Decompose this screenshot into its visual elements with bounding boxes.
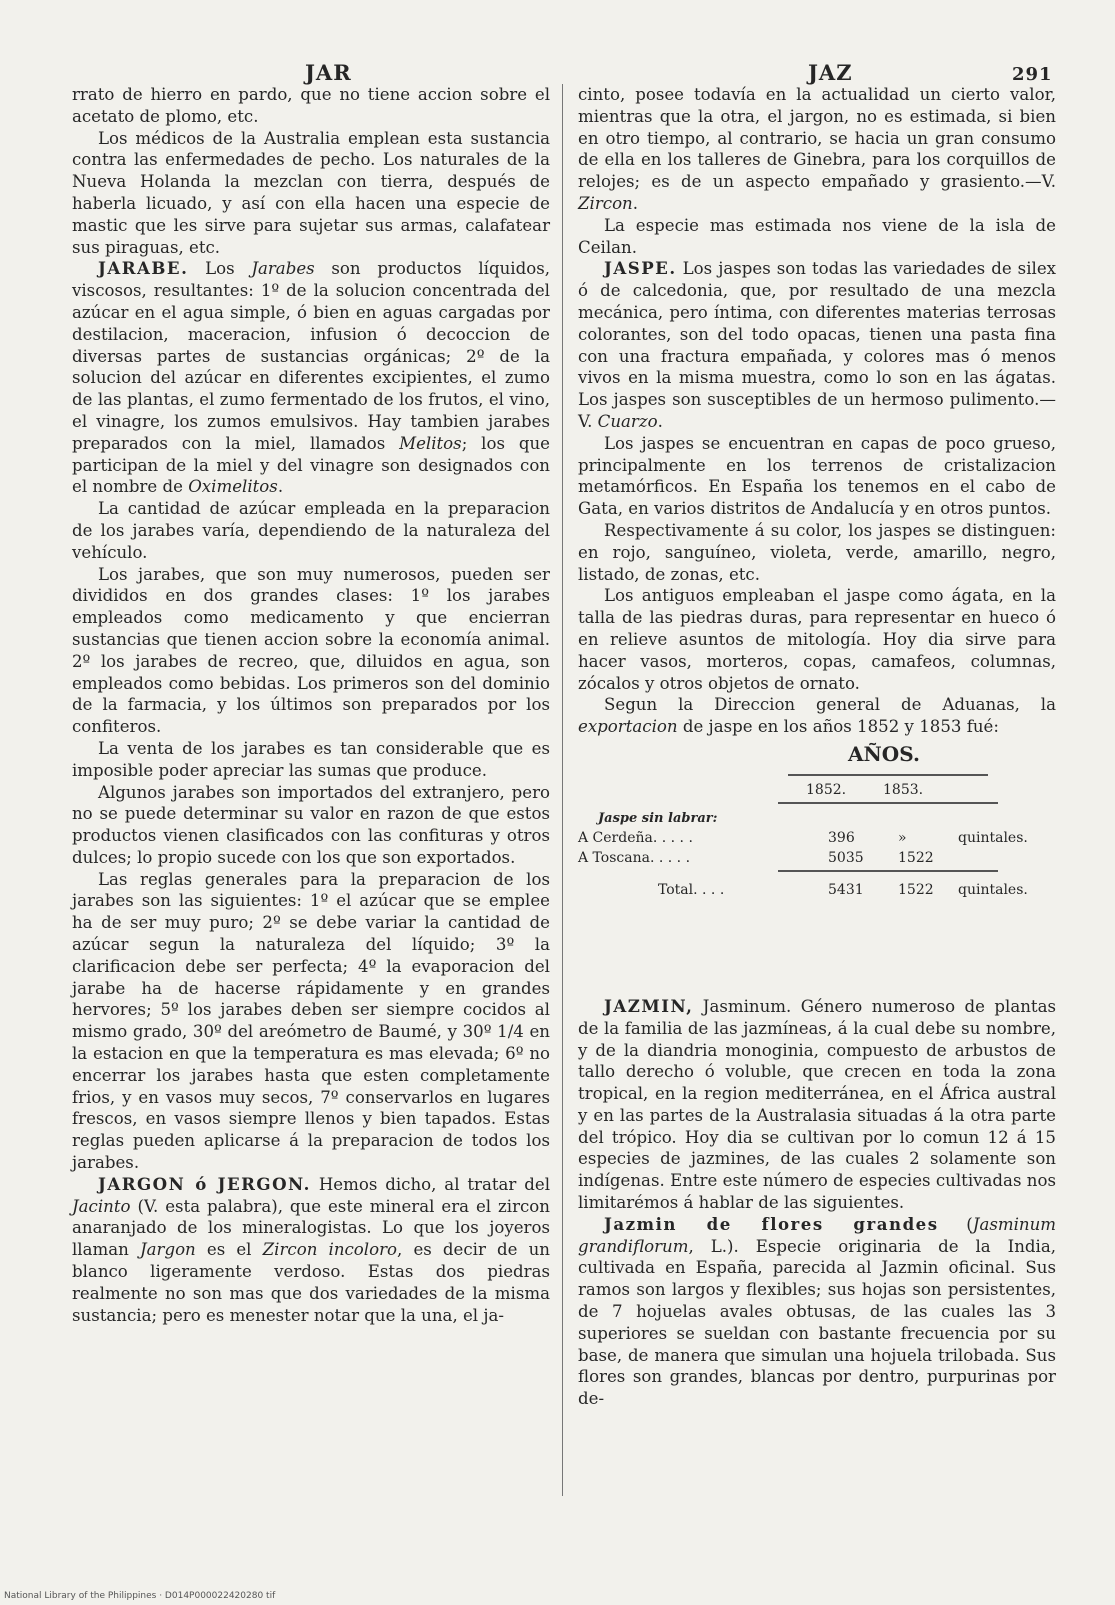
page-number: 291 [1012,64,1053,85]
table-rule [788,774,988,776]
paragraph: Segun la Direccion general de Aduanas, la exportacion de jaspe en los años 1852 y 1853 fué: [578,695,1056,737]
entry-jazmin-flores-grandes: Jazmin de flores grandes (Jasminum grandiflorum, L.). Especie originaria de la India, cultivada en España, parecida al Jazmin oficinal. Sus ramos son largos y flexibles; sus hojas son persistentes, de 7 hojuelas avales obtusas, de las cuales las 3 superiores se sueldan con bastante frecuencia por su base, de manera que simulan una hojuela trilobada. Sus flores son grandes, blancas por dentro, purpurinas por de- [578,1213,1057,1409]
column-divider [562,84,563,1496]
headword: JARABE. [98,258,189,279]
table-rule [778,802,998,804]
running-head-right: JAZ [808,60,853,85]
entry-jaspe: JASPE. Los jaspes son todas las variedades de silex ó de calcedonia, que, por resultado de una mezcla mecánica, pero íntima, con diferentes materias terrosas colorantes, son del todo opacas, tienen una pasta fina con una fractura empañada, y colores mas ó menos vivos en la misma muestra, como lo son en las ágatas. Los jaspes son susceptibles de un hermoso pulimento.—V. Cuarzo. [578,258,1056,431]
entry-jarabe: JARABE. Los Jarabes son productos líquidos, viscosos, resultantes: 1º de la solucion concentrada del azúcar en el agua simple, ó bien en aguas cargadas por destilacion, maceracion, infusion ó decoccion de diversas partes de sustancias orgánicas; 2º de la solucion del azúcar en diferentes excipientes, el zumo de las plantas, el zumo fermentado de los frutos, el vino, el vinagre, los zumos emulsivos. Hay tambien jarabes preparados con la miel, llamados Melitos; los que participan de la miel y del vinagre son designados con el nombre de Oximelitos. [72,258,550,497]
headword: JAZMIN, [604,995,694,1016]
paragraph: Las reglas generales para la preparacion de los jarabes son las siguientes: 1º el azúcar que se emplee ha de ser muy puro; 2º se debe variar la cantidad de azúcar segun la naturaleza del líquido; 3º la clarificacion debe ser perfecta; 4º la evaporacion del jarabe ha de hacerse rápidamente y en grandes hervores; 5º los jarabes deben ser siempre cocidos al mismo grado, 30º del areómetro de Baumé, y 30º 1/4 en la estacion en que la temperatura es mas elevada; 6º no encerrar los jarabes hasta que esten completamente frios, y en vasos muy secos, 7º conservarlos en lugares frescos, en vasos siempre llenos y bien tapados. Estas reglas pueden aplicarse á la preparacion de todos los jarabes. [72,869,550,1173]
paragraph: La especie mas estimada nos viene de la isla de Ceilan. [578,215,1056,257]
table-rule [778,870,998,872]
export-table: AÑOS. 1852. 1853. Jaspe sin labrar: A Cerdeña. . . . . 396 » quintales. A Toscana. . . . . 5035 1522 Total. . . . 5431 1522 quintales. [578,741,1028,898]
paragraph: Los jaspes se encuentran en capas de poco grueso, principalmente en los terrenos de cristalizacion metamórficos. En España los tenemos en el cabo de Gata, en varios distritos de Andalucía y en otros puntos. [578,433,1056,519]
headword: Jazmin de flores grandes [604,1213,939,1234]
table-section-label: Jaspe sin labrar: [598,810,718,826]
running-head-left: JAR [305,60,352,85]
paragraph: rrato de hierro en pardo, que no tiene accion sobre el acetato de plomo, etc. [72,85,550,126]
headword: JARGON ó JERGON. [98,1173,311,1194]
paragraph: Algunos jarabes son importados del extranjero, pero no se puede determinar su valor en razon de que estos productos vienen clasificados con las confituras y otros dulces; lo propio sucede con los que son exportados. [72,782,550,867]
table-year: 1852. [806,781,847,798]
paragraph: Los médicos de la Australia emplean esta sustancia contra las enfermedades de pecho. Los naturales de la Nueva Holanda la mezclan con tierra, después de haberla licuado, y así con ella hacen una especie de mastic que les sirve para sujetar sus armas, calafatear sus piraguas, etc. [72,128,550,257]
headword: JASPE. [604,258,677,279]
paragraph: Los jarabes, que son muy numerosos, pueden ser divididos en dos grandes clases: 1º los jarabes empleados como medicamento y que encierran sustancias que tienen accion sobre la economía animal. 2º los jarabes de recreo, que, diluidos en agua, son empleados como bebidas. Los primeros son del dominio de la farmacia, y los últimos son preparados por los confiteros. [72,564,550,737]
paragraph: Respectivamente á su color, los jaspes se distinguen: en rojo, sanguíneo, violeta, verde, amarillo, negro, listado, de zonas, etc. [578,520,1056,584]
entry-jazmin: JAZMIN, Jasminum. Género numeroso de plantas de la familia de las jazmíneas, á la cual debe su nombre, y de la diandria monoginia, compuesto de arbustos de tallo derecho ó voluble, que crecen en toda la zona tropical, en la region mediterránea, en el África austral y en las partes de la Australasia situadas á la otra parte del trópico. Hoy dia se cultivan por lo comun 12 á 15 especies de jazmines, de las cuales 2 solamente son indígenas. Entre este número de especies cultivadas nos limitarémos á hablar de las siguientes. [578,995,1056,1213]
left-column [72,84,550,1326]
paragraph: La cantidad de azúcar empleada en la preparacion de los jarabes varía, dependiendo de la naturaleza del vehículo. [72,499,550,562]
paragraph: cinto, posee todavía en la actualidad un cierto valor, mientras que la otra, el jargon, no es estimada, si bien en otro tiempo, al contrario, se hacia un gran consumo de ella en los talleres de Ginebra, para los corquillos de relojes; es de un aspecto empañado y grasiento.—V. Zircon. [578,85,1056,213]
entry-jargon: JARGON ó JERGON. Hemos dicho, al tratar del Jacinto (V. esta palabra), que este mineral era el zircon anaranjado de los mineralogistas. Lo que los joyeros llaman Jargon es el Zircon incoloro, es decir de un blanco ligeramente verdoso. Estas dos piedras realmente no son mas que dos variedades de la misma sustancia; pero es menester notar que la una, el ja- [72,1173,550,1325]
table-title: AÑOS. [848,741,920,766]
paragraph: La venta de los jarabes es tan considerable que es imposible poder apreciar las sumas que produce. [72,738,550,780]
paragraph: Los antiguos empleaban el jaspe como ágata, en la talla de las piedras duras, para representar en hueco ó en relieve asuntos de mitología. Hoy dia sirve para hacer vasos, morteros, copas, camafeos, columnas, zócalos y otros objetos de ornato. [578,586,1056,693]
table-year: 1853. [883,781,924,798]
right-column [578,84,1056,1410]
scan-footer: National Library of the Philippines · D014P000022420280 tif [4,1591,276,1601]
